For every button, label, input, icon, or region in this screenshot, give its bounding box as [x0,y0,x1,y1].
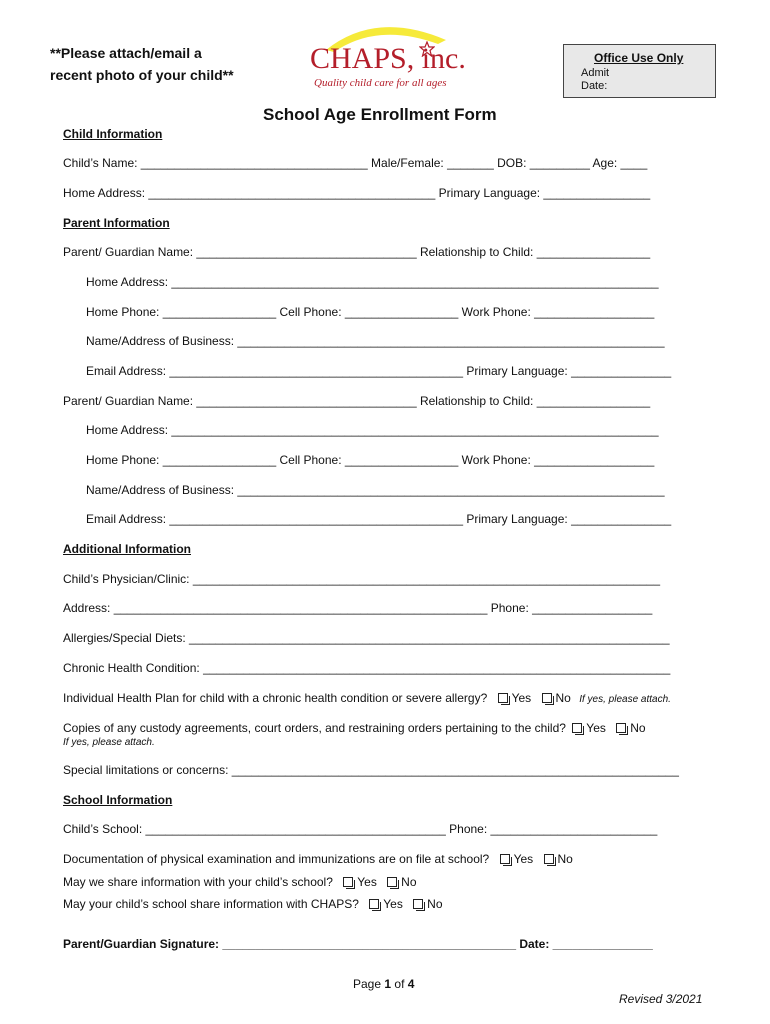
physician-line[interactable]: Child’s Physician/Clinic: ______________________________________________________________________ [63,572,660,586]
no-label: No [557,852,573,866]
section-school-information: School Information [63,793,173,807]
special-limitations-line[interactable]: Special limitations or concerns: ___________________________________________________________________ [63,763,679,777]
office-admit-label: Admit [581,67,610,79]
child-name-line[interactable]: Child’s Name: __________________________________ Male/Female: _______ DOB: _________ Age: ____ [63,156,648,170]
yes-label: Yes [357,875,377,889]
documentation-no-checkbox[interactable] [544,854,554,864]
address-phone-line[interactable]: Address: ________________________________________________________ Phone: __________________ [63,601,653,615]
allergies-line[interactable]: Allergies/Special Diets: ________________________________________________________________________ [63,631,670,645]
share-from-school-no-checkbox[interactable] [413,899,423,909]
section-parent-information: Parent Information [63,216,170,230]
parent1-business-line[interactable]: Name/Address of Business: ________________________________________________________________ [86,334,665,348]
photo-notice-line1: **Please attach/email a [50,45,202,61]
share-to-school-label: May we share information with your child’s school? [63,875,333,889]
share-from-school-label: May your child’s school share information with CHAPS? [63,897,359,911]
parent2-name-line[interactable]: Parent/ Guardian Name: _________________________________ Relationship to Child: _________________ [63,394,651,408]
parent2-email-line[interactable]: Email Address: ____________________________________________ Primary Language: _______________ [86,512,672,526]
health-plan-attach-note: If yes, please attach. [579,694,671,705]
photo-notice [50,42,234,86]
photo-notice-line2: recent photo of your child** [50,67,234,83]
health-plan-yes-checkbox[interactable] [498,693,508,703]
parent1-home-address-line[interactable]: Home Address: _________________________________________________________________________ [86,275,659,289]
yes-label: Yes [383,897,403,911]
home-address-line[interactable]: Home Address: ___________________________________________ Primary Language: ________________ [63,186,651,200]
share-to-school-yes-checkbox[interactable] [343,877,353,887]
custody-attach-note: If yes, please attach. [63,737,155,748]
parent1-name-line[interactable]: Parent/ Guardian Name: _________________________________ Relationship to Child: _________________ [63,245,651,259]
no-label: No [401,875,417,889]
page-total: 4 [407,977,415,991]
logo-name: CHAPS, inc. [310,42,466,75]
documentation-yes-checkbox[interactable] [500,854,510,864]
custody-question [63,721,646,735]
no-label: No [630,721,646,735]
health-plan-no-checkbox[interactable] [542,693,552,703]
parent1-email-line[interactable]: Email Address: ____________________________________________ Primary Language: _______________ [86,364,672,378]
yes-label: Yes [511,691,532,705]
office-date-label: Date: [581,80,608,92]
yes-label: Yes [586,721,606,735]
documentation-label: Documentation of physical examination and immunizations are on file at school? [63,852,490,866]
school-phone-line[interactable]: Child’s School: _____________________________________________ Phone: _________________________ [63,822,658,836]
health-plan-label: Individual Health Plan for child with a chronic health condition or severe allergy? [63,691,488,705]
share-to-school-question [63,875,417,889]
page-of: of [394,977,405,991]
share-to-school-no-checkbox[interactable] [387,877,397,887]
logo-tagline: Quality child care for all ages [314,77,447,89]
yes-label: Yes [513,852,534,866]
page-number [353,977,414,991]
health-plan-question [63,691,671,705]
custody-no-checkbox[interactable] [616,723,626,733]
no-label: No [555,691,571,705]
documentation-question [63,852,573,866]
office-use-title: Office Use Only [594,51,684,65]
share-from-school-question [63,897,443,911]
page-current: 1 [384,977,392,991]
no-label: No [427,897,443,911]
custody-yes-checkbox[interactable] [572,723,582,733]
section-additional-information: Additional Information [63,542,191,556]
parent2-business-line[interactable]: Name/Address of Business: ________________________________________________________________ [86,483,665,497]
form-title: School Age Enrollment Form [263,105,497,124]
page-prefix: Page [353,977,382,991]
chronic-condition-line[interactable]: Chronic Health Condition: ______________________________________________________________________ [63,661,671,675]
parent1-phones-line[interactable]: Home Phone: _________________ Cell Phone: _________________ Work Phone: __________________ [86,305,655,319]
share-from-school-yes-checkbox[interactable] [369,899,379,909]
office-use-box [563,44,716,98]
parent2-phones-line[interactable]: Home Phone: _________________ Cell Phone: _________________ Work Phone: __________________ [86,453,655,467]
parent2-home-address-line[interactable]: Home Address: _________________________________________________________________________ [86,423,659,437]
custody-label: Copies of any custody agreements, court orders, and restraining orders pertaining to the child? [63,721,566,735]
chaps-logo [306,18,476,98]
signature-line[interactable]: Parent/Guardian Signature: ____________________________________________ Date: _______________ [63,937,653,951]
revised-date: Revised 3/2021 [619,992,703,1006]
section-child-information: Child Information [63,127,163,141]
